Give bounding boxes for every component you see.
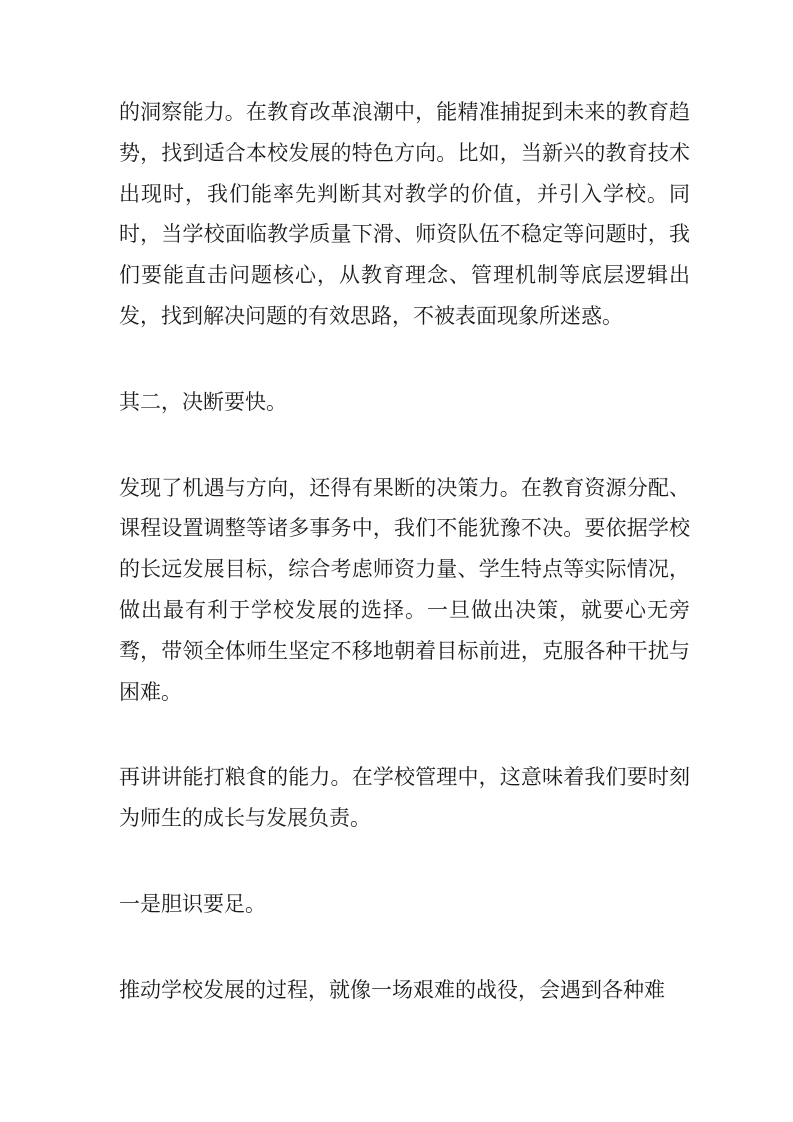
document-text-block (119, 92, 690, 1011)
paragraph-decisiveness-body: 发现了机遇与方向，还得有果断的决策力。在教育资源分配、课程设置调整等诸多事务中，我们不能犹豫不决。要依据学校的长远发展目标，综合考虑师资力量、学生特点等实际情况，做出最有利于学校发展的选择。一旦做出决策，就要心无旁骛，带领全体师生坚定不移地朝着目标前进，克服各种干扰与困难。 (119, 475, 690, 704)
paragraph-heading-decisiveness: 其二，决断要快。 (119, 389, 287, 414)
paragraph-insight-ability: 的洞察能力。在教育改革浪潮中，能精准捕捉到未来的教育趋势，找到适合本校发展的特色方向。比如，当新兴的教育技术出现时，我们能率先判断其对教学的价值，并引入学校。同时，当学校面临教学质量下滑、师资队伍不稳定等问题时，我们要能直击问题核心，从教育理念、管理机制等底层逻辑出发，找到解决问题的有效思路，不被表面现象所迷惑。 (119, 100, 690, 328)
paragraph-grain-producing-ability: 再讲讲能打粮食的能力。在学校管理中，这意味着我们要时刻为师生的成长与发展负责。 (119, 765, 690, 831)
paragraph-heading-courage: 一是胆识要足。 (119, 891, 266, 916)
paragraph-courage-body: 推动学校发展的过程，就像一场艰难的战役，会遇到各种难 (119, 977, 665, 1002)
